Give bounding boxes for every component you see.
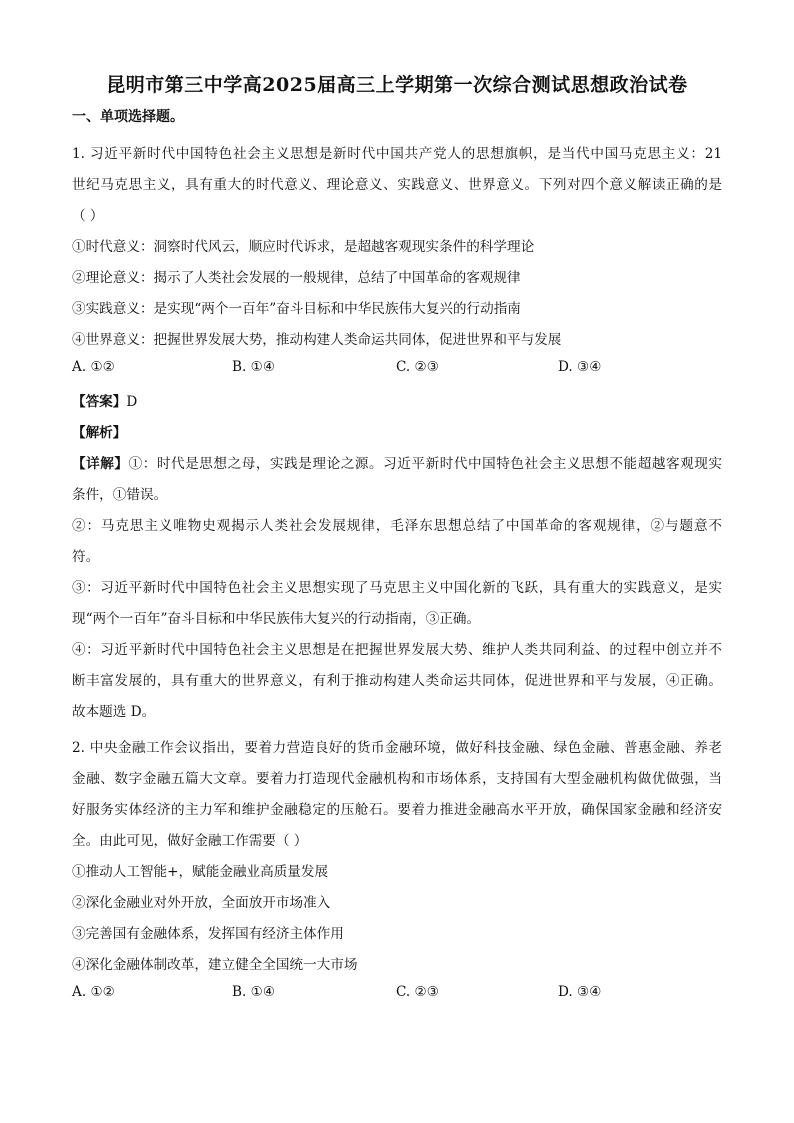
q1-stem-line-3: （ ） bbox=[72, 208, 104, 224]
answer-value: D bbox=[126, 394, 138, 410]
detail-text: ①：时代是思想之母，实践是理论之源。习近平新时代中国特色社会主义思想不能超越客观现实 bbox=[128, 456, 723, 472]
q1-detail-line-7: ④：习近平新时代中国特色社会主义思想是在把握世界发展大势、维护人类共同利益、的过程中创立并不 bbox=[72, 642, 722, 658]
q1-detail-line-8: 断丰富发展的，具有重大的世界意义，有利于推动构建人类命运共同体，促进世界和平与发展，④正确。 bbox=[72, 673, 722, 689]
q1-option-a: A. ①② bbox=[72, 359, 115, 375]
q2-stem-line-3: 好服务实体经济的主力军和维护金融稳定的压舱石。要着力推进金融高水平开放，确保国家金融和经济安 bbox=[72, 802, 722, 818]
q1-detail-line-2: 条件，①错误。 bbox=[72, 487, 168, 503]
q1-item-4: ④世界意义：把握世界发展大势，推动构建人类命运共同体，促进世界和平与发展 bbox=[72, 332, 562, 348]
q2-stem-line-2: 金融、数字金融五篇大文章。要着力打造现代金融机构和市场体系，支持国有大型金融机构做优做强，当 bbox=[72, 771, 722, 787]
q2-item-2: ②深化金融业对外开放，全面放开市场准入 bbox=[72, 895, 331, 911]
q1-option-b: B. ①④ bbox=[232, 359, 276, 375]
section-heading: 一、单项选择题。 bbox=[72, 109, 184, 125]
q1-detail-line-4: 符。 bbox=[72, 549, 100, 565]
detail-label: 【详解】 bbox=[72, 456, 129, 472]
q2-item-4: ④深化金融体制改革，建立健全全国统一大市场 bbox=[72, 957, 358, 973]
q1-option-c: C. ②③ bbox=[396, 359, 439, 375]
q1-item-2: ②理论意义：揭示了人类社会发展的一般规律，总结了中国革命的客观规律 bbox=[72, 270, 521, 286]
q2-option-b: B. ①④ bbox=[232, 984, 276, 1000]
q2-option-d: D. ③④ bbox=[558, 984, 602, 1000]
q1-detail-line-5: ③：习近平新时代中国特色社会主义思想实现了马克思主义中国化新的飞跃，具有重大的实践意义，是实 bbox=[72, 580, 722, 596]
analysis-label: 【解析】 bbox=[72, 425, 127, 441]
q2-option-a: A. ①② bbox=[72, 984, 115, 1000]
q1-option-d: D. ③④ bbox=[558, 359, 602, 375]
q2-stem-line-1: 2. 中央金融工作会议指出，要着力营造良好的货币金融环境，做好科技金融、绿色金融、普惠金融、养老 bbox=[72, 740, 722, 756]
exam-title: 昆明市第三中学高2025届高三上学期第一次综合测试思想政治试卷 bbox=[106, 74, 688, 96]
q1-item-3: ③实践意义：是实现“两个一百年”奋斗目标和中华民族伟大复兴的行动指南 bbox=[72, 301, 521, 317]
q1-detail-line-6: 现“两个一百年”奋斗目标和中华民族伟大复兴的行动指南，③正确。 bbox=[72, 611, 481, 627]
answer-label: 【答案】 bbox=[72, 394, 127, 410]
q1-conclusion: 故本题选 D。 bbox=[72, 704, 156, 720]
q1-detail-line-1 bbox=[72, 452, 722, 472]
q2-stem-line-4: 全。由此可见，做好金融工作需要（ ） bbox=[72, 833, 308, 849]
q2-item-1: ①推动人工智能+，赋能金融业高质量发展 bbox=[72, 864, 329, 880]
q1-detail-line-3: ②：马克思主义唯物史观揭示人类社会发展规律，毛泽东思想总结了中国革命的客观规律，②与题意不 bbox=[72, 518, 722, 534]
q1-item-1: ①时代意义：洞察时代风云，顺应时代诉求，是超越客观现实条件的科学理论 bbox=[72, 239, 535, 255]
q1-answer bbox=[72, 390, 722, 410]
q2-option-c: C. ②③ bbox=[396, 984, 439, 1000]
q1-stem-line-1: 1. 习近平新时代中国特色社会主义思想是新时代中国共产党人的思想旗帜，是当代中国马克思主义：21 bbox=[72, 146, 722, 162]
q1-stem-line-2: 世纪马克思主义，具有重大的时代意义、理论意义、实践意义、世界意义。下列对四个意义解读正确的是 bbox=[72, 177, 722, 193]
q2-item-3: ③完善国有金融体系，发挥国有经济主体作用 bbox=[72, 926, 344, 942]
